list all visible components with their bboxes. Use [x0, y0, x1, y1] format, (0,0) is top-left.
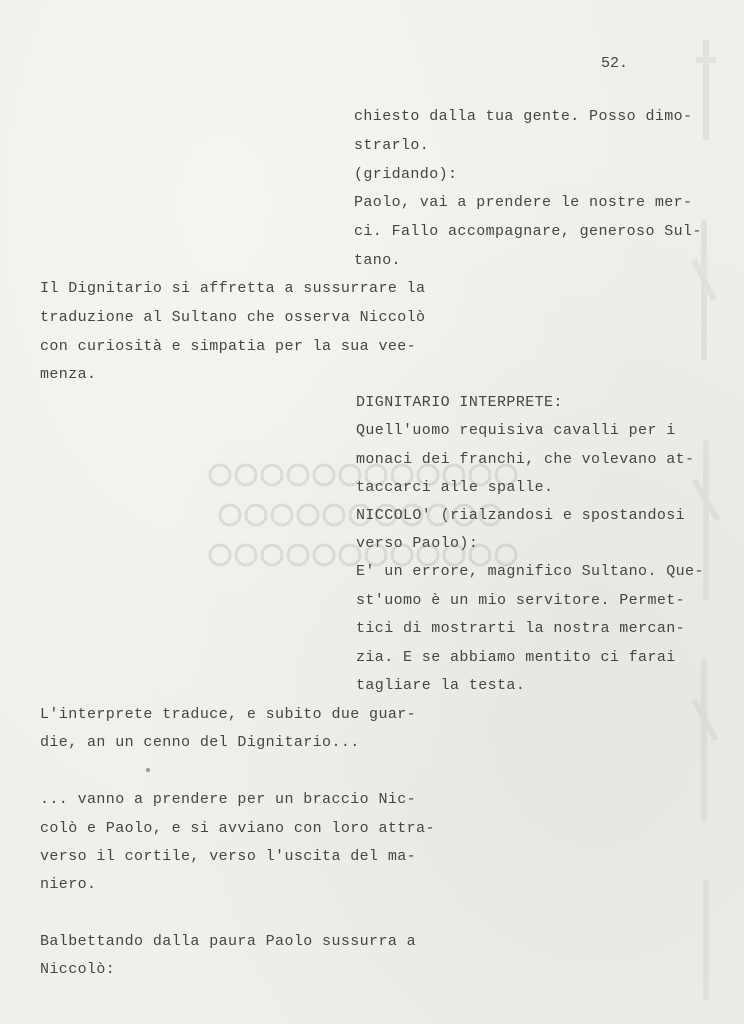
- text-line: E' un errore, magnifico Sultano. Que-: [356, 563, 704, 580]
- text-line: taccarci alle spalle.: [356, 479, 554, 496]
- narration-line: con curiosità e simpatia per la sua vee-: [40, 338, 417, 355]
- narration-line: niero.: [40, 876, 97, 893]
- text-line: tagliare la testa.: [356, 677, 526, 694]
- text-line: Quell'uomo requisiva cavalli per i: [356, 422, 676, 439]
- narration-line: ... vanno a prendere per un braccio Nic-: [40, 791, 417, 808]
- text-line: ci. Fallo accompagnare, generoso Sul-: [354, 223, 702, 240]
- narration-line: traduzione al Sultano che osserva Niccolò: [40, 309, 426, 326]
- text-line: st'uomo è un mio servitore. Permet-: [356, 592, 686, 609]
- text-line: chiesto dalla tua gente. Posso dimo-: [354, 108, 693, 125]
- narration-line: Balbettando dalla paura Paolo sussurra a: [40, 933, 417, 950]
- narration-line: colò e Paolo, e si avviano con loro attra-: [40, 820, 435, 837]
- text-line: strarlo.: [354, 137, 430, 154]
- ink-dot: [146, 768, 150, 772]
- character-name: NICCOLO' (rialzandosi e spostandosi: [356, 507, 686, 524]
- page-number: 52.: [601, 55, 629, 72]
- text-line: zia. E se abbiamo mentito ci farai: [356, 649, 676, 666]
- text-line: monaci dei franchi, che volevano at-: [356, 451, 695, 468]
- text-line: tano.: [354, 252, 402, 269]
- narration-line: Il Dignitario si affretta a sussurrare la: [40, 280, 426, 297]
- text-line: Paolo, vai a prendere le nostre mer-: [354, 194, 693, 211]
- narration-line: die, an un cenno del Dignitario...: [40, 734, 360, 751]
- narration-line: verso il cortile, verso l'uscita del ma-: [40, 848, 417, 865]
- text-line: tici di mostrarti la nostra mercan-: [356, 620, 686, 637]
- stage-direction-line: (gridando):: [354, 166, 458, 183]
- narration-line: menza.: [40, 366, 97, 383]
- edge-bleedthrough-mark: [676, 0, 744, 1024]
- narration-line: Niccolò:: [40, 961, 116, 978]
- narration-line: L'interprete traduce, e subito due guar-: [40, 706, 417, 723]
- stage-direction-line: verso Paolo):: [356, 535, 479, 552]
- character-name: DIGNITARIO INTERPRETE:: [356, 394, 563, 411]
